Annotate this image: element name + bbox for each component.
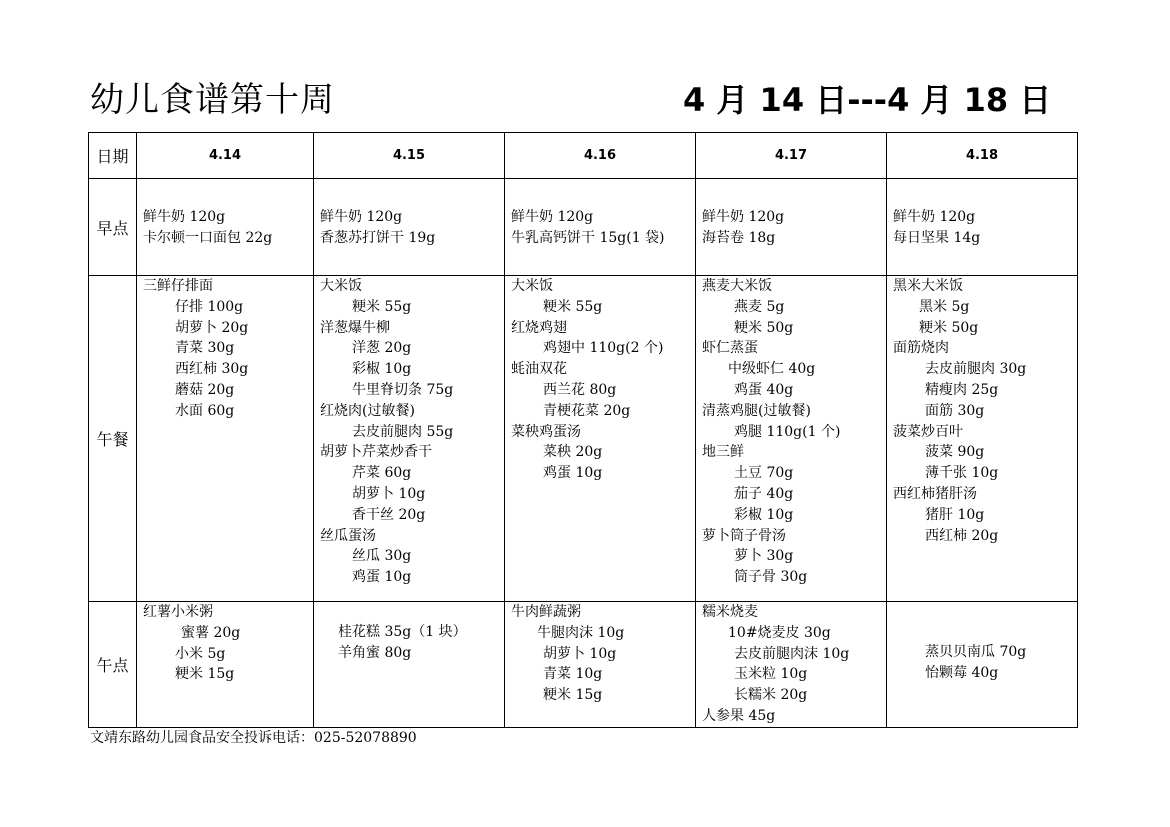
dish-name: 蚝油双花 bbox=[511, 361, 567, 378]
dish-name: 清蒸鸡腿(过敏餐) bbox=[702, 402, 811, 419]
ingredient-line: 青菜 10g bbox=[543, 666, 603, 683]
header-row bbox=[89, 133, 1078, 179]
ingredient-line: 蘑菇 20g bbox=[175, 381, 235, 398]
dish-name: 洋葱爆牛柳 bbox=[320, 319, 390, 336]
snack-row bbox=[89, 602, 1078, 728]
ingredient-line: 粳米 50g bbox=[919, 319, 979, 336]
menu-line: 鲜牛奶 120g bbox=[893, 209, 976, 225]
ingredient-line: 彩椒 10g bbox=[734, 506, 794, 523]
ingredient-line: 去皮前腿肉 30g bbox=[925, 361, 1027, 378]
dish-name: 面筋烧肉 bbox=[893, 340, 949, 357]
menu-table bbox=[88, 132, 1078, 728]
ingredient-line: 西红柿 20g bbox=[925, 527, 999, 544]
dish-name: 萝卜筒子骨汤 bbox=[702, 527, 786, 544]
ingredient-line: 胡萝卜 10g bbox=[352, 485, 426, 502]
ingredient-line: 精瘦肉 25g bbox=[925, 381, 999, 398]
ingredient-line: 玉米粒 10g bbox=[734, 666, 808, 683]
dish-name: 黑米大米饭 bbox=[893, 278, 963, 294]
menu-line: 桂花糕 35g（1 块） bbox=[338, 624, 467, 640]
ingredient-line: 小米 5g bbox=[175, 645, 226, 662]
ingredient-line: 水面 60g bbox=[175, 402, 235, 419]
ingredient-line: 粳米 15g bbox=[175, 666, 235, 683]
dish-name: 菜秧鸡蛋汤 bbox=[511, 423, 581, 440]
day-header: 4.15 bbox=[314, 133, 505, 179]
menu-title: 幼儿食谱第十周 bbox=[90, 80, 335, 120]
menu-line: 香葱苏打饼干 19g bbox=[320, 229, 436, 246]
ingredient-line: 鸡蛋 40g bbox=[734, 381, 794, 398]
meal-cell bbox=[696, 602, 887, 728]
day-header: 4.18 bbox=[887, 133, 1078, 179]
dish-name: 虾仁蒸蛋 bbox=[702, 340, 758, 357]
ingredient-line: 萝卜 30g bbox=[734, 548, 794, 565]
ingredient-line: 土豆 70g bbox=[734, 465, 794, 482]
ingredient-line: 香干丝 20g bbox=[352, 506, 426, 523]
meal-cell bbox=[137, 602, 314, 728]
ingredient-line: 青菜 30g bbox=[175, 340, 235, 357]
meal-cell bbox=[696, 276, 887, 602]
ingredient-line: 胡萝卜 20g bbox=[175, 319, 249, 336]
meal-cell bbox=[314, 276, 505, 602]
ingredient-line: 彩椒 10g bbox=[352, 361, 412, 378]
ingredient-line: 菜秧 20g bbox=[543, 444, 603, 461]
meal-cell bbox=[887, 602, 1078, 728]
ingredient-line: 芹菜 60g bbox=[352, 465, 412, 482]
menu-line: 鲜牛奶 120g bbox=[702, 209, 785, 225]
dish-name: 大米饭 bbox=[511, 278, 553, 294]
meal-cell bbox=[314, 602, 505, 728]
ingredient-line: 丝瓜 30g bbox=[352, 548, 412, 565]
dish-name: 西红柿猪肝汤 bbox=[893, 485, 977, 502]
date-header-label: 日期 bbox=[89, 133, 137, 179]
ingredient-line: 西兰花 80g bbox=[543, 381, 617, 398]
menu-line: 蒸贝贝南瓜 70g bbox=[925, 644, 1027, 660]
dish-name: 红薯小米粥 bbox=[143, 604, 213, 620]
menu-line: 鲜牛奶 120g bbox=[511, 209, 594, 225]
ingredient-line: 黑米 5g bbox=[919, 298, 970, 315]
ingredient-line: 菠菜 90g bbox=[925, 444, 985, 461]
day-header: 4.14 bbox=[137, 133, 314, 179]
ingredient-line: 鸡腿 110g(1 个) bbox=[734, 423, 841, 440]
meal-cell bbox=[314, 179, 505, 276]
menu-line: 羊角蜜 80g bbox=[338, 644, 412, 661]
ingredient-line: 去皮前腿肉 55g bbox=[352, 423, 454, 440]
dish-name: 燕麦大米饭 bbox=[702, 278, 772, 294]
dish-name: 丝瓜蛋汤 bbox=[320, 527, 376, 544]
dish-name: 胡萝卜芹菜炒香干 bbox=[320, 444, 432, 461]
ingredient-line: 粳米 50g bbox=[734, 319, 794, 336]
dish-name: 红烧鸡翅 bbox=[511, 319, 567, 336]
ingredient-line: 粳米 55g bbox=[543, 298, 603, 315]
meal-cell bbox=[505, 276, 696, 602]
ingredient-line: 筒子骨 30g bbox=[734, 569, 808, 586]
ingredient-line: 西红柿 30g bbox=[175, 361, 249, 378]
meal-cell bbox=[137, 179, 314, 276]
meal-cell bbox=[505, 602, 696, 728]
ingredient-line: 青梗花菜 20g bbox=[543, 402, 631, 419]
ingredient-line: 蜜薯 20g bbox=[181, 624, 241, 641]
dish-name: 牛肉鲜蔬粥 bbox=[511, 604, 581, 620]
ingredient-line: 粳米 15g bbox=[543, 687, 603, 704]
dish-name: 大米饭 bbox=[320, 278, 362, 294]
menu-line: 海苔卷 18g bbox=[702, 229, 776, 246]
ingredient-line: 胡萝卜 10g bbox=[543, 645, 617, 662]
ingredient-line: 粳米 55g bbox=[352, 298, 412, 315]
ingredient-line: 去皮前腿肉沫 10g bbox=[734, 645, 850, 662]
menu-line: 每日坚果 14g bbox=[893, 229, 981, 246]
row-label-lunch: 午餐 bbox=[89, 276, 137, 602]
ingredient-line: 长糯米 20g bbox=[734, 687, 808, 704]
ingredient-line: 猪肝 10g bbox=[925, 506, 985, 523]
dish-name: 红烧肉(过敏餐) bbox=[320, 402, 415, 419]
meal-cell bbox=[696, 179, 887, 276]
breakfast-row bbox=[89, 179, 1078, 276]
ingredient-line: 茄子 40g bbox=[734, 485, 794, 502]
ingredient-line: 鸡蛋 10g bbox=[543, 465, 603, 482]
ingredient-line: 燕麦 5g bbox=[734, 298, 785, 315]
ingredient-line: 鸡翅中 110g(2 个) bbox=[543, 340, 664, 357]
ingredient-line: 10#烧麦皮 30g bbox=[728, 624, 831, 641]
dish-name: 糯米烧麦 bbox=[702, 604, 758, 620]
ingredient-line: 薄千张 10g bbox=[925, 465, 999, 482]
dish-name: 三鲜仔排面 bbox=[143, 278, 213, 294]
day-header: 4.17 bbox=[696, 133, 887, 179]
meal-cell bbox=[137, 276, 314, 602]
meal-cell bbox=[505, 179, 696, 276]
dish-name: 地三鲜 bbox=[702, 444, 744, 461]
complaint-hotline-footer: 文靖东路幼儿园食品安全投诉电话：025-52078890 bbox=[90, 730, 417, 746]
menu-line: 怡颗莓 40g bbox=[925, 664, 999, 681]
ingredient-line: 牛腿肉沫 10g bbox=[537, 624, 625, 641]
day-header: 4.16 bbox=[505, 133, 696, 179]
ingredient-line: 中级虾仁 40g bbox=[728, 361, 816, 378]
meal-cell bbox=[887, 179, 1078, 276]
ingredient-line: 鸡蛋 10g bbox=[352, 569, 412, 586]
ingredient-line: 洋葱 20g bbox=[352, 340, 412, 357]
row-label-breakfast: 早点 bbox=[89, 179, 137, 276]
date-range: 4 月 14 日---4 月 18 日 bbox=[683, 81, 1052, 119]
menu-line: 鲜牛奶 120g bbox=[143, 209, 226, 225]
ingredient-line: 仔排 100g bbox=[175, 298, 244, 315]
row-label-snack: 午点 bbox=[89, 602, 137, 728]
lunch-row bbox=[89, 276, 1078, 602]
dish-name: 菠菜炒百叶 bbox=[893, 423, 963, 440]
ingredient-line: 面筋 30g bbox=[925, 402, 985, 419]
menu-line: 卡尔顿一口面包 22g bbox=[143, 229, 273, 246]
menu-line: 牛乳高钙饼干 15g(1 袋) bbox=[511, 229, 665, 246]
ingredient-line: 牛里脊切条 75g bbox=[352, 381, 454, 398]
menu-line: 人参果 45g bbox=[702, 707, 776, 724]
meal-cell bbox=[887, 276, 1078, 602]
menu-line: 鲜牛奶 120g bbox=[320, 209, 403, 225]
